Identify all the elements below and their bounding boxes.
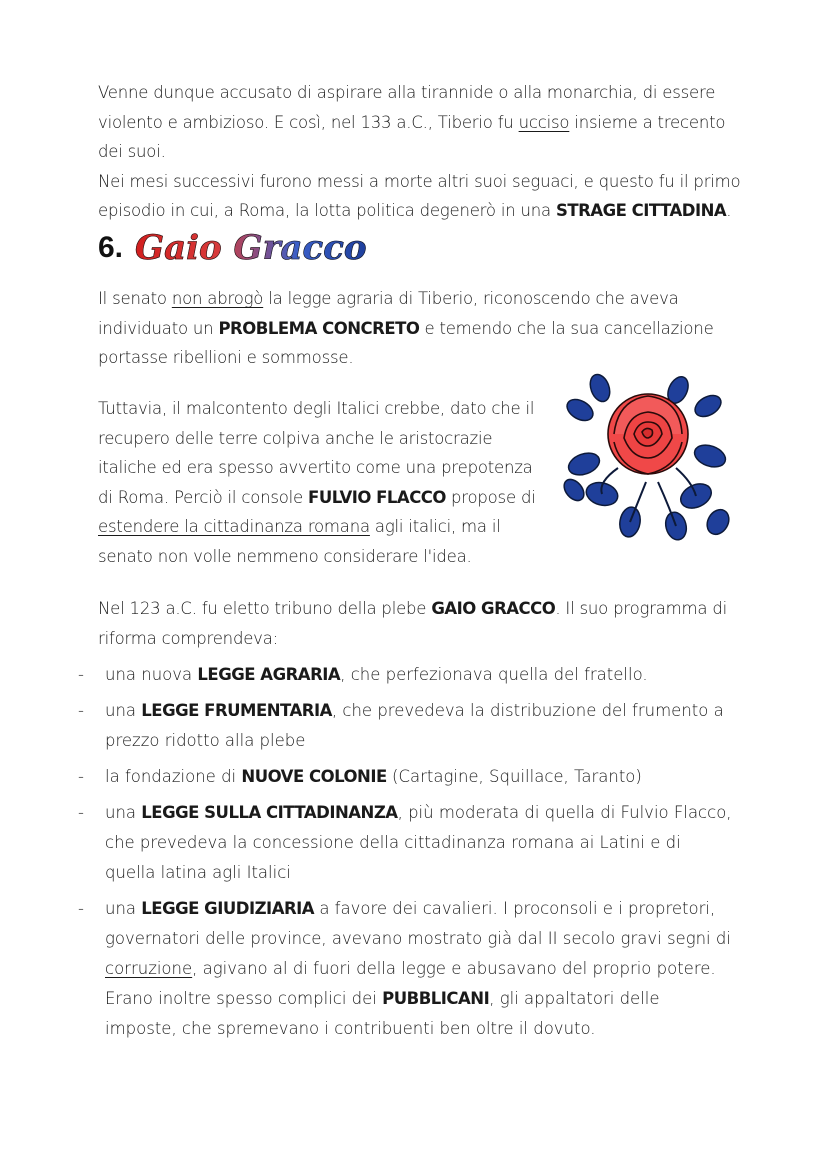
bold-legge-agraria: LEGGE AGRARIA [197,665,341,684]
bold-legge-cittadinanza: LEGGE SULLA CITTADINANZA [141,803,398,822]
underlined-ucciso: ucciso [518,112,570,132]
bold-fulvio-flacco: FULVIO FLACCO [308,487,446,507]
rose-flower-icon [608,394,688,474]
intro-paragraph: Venne dunque accusato di aspirare alla tirannide o alla monarchia, di essere violento e ambizioso. E così, nel 133 a.C., Tiberio fu ucciso insieme a trecento dei suoi. Nei mesi successivi furono messi a morte altri suoi seguaci, e questo fu il primo episodio in cui, a Roma, la lotta politica degenerò in una STRAGE CITTADINA. [98,83,741,220]
bold-legge-giudiziaria: LEGGE GIUDIZIARIA [141,899,315,918]
section-number: 6. [98,231,124,264]
section-title: Gaio Gracco [135,228,367,268]
rose-illustration-icon [558,372,736,542]
bold-gaio-gracco: GAIO GRACCO [431,599,556,618]
bullet-dash: - [78,803,84,822]
bullet-dash: - [78,701,84,720]
paragraph-gaio-gracco: Nel 123 a.C. fu eletto tribuno della plebe GAIO GRACCO. Il suo programma di riforma comprendeva: [98,599,728,648]
bold-problema-concreto: PROBLEMA CONCRETO [218,318,420,338]
underlined-estendere-cittadinanza: estendere la cittadinanza romana [98,517,370,536]
paragraph-senato: Il senato non abrogò la legge agraria di Tiberio, riconoscendo che aveva individuato un PROBLEMA CONCRETO e temendo che la sua cancellazione portasse ribellioni e sommosse. [98,289,714,367]
bold-nuove-colonie: NUOVE COLONIE [241,767,387,786]
underlined-non-abrogo: non abrogò [171,289,264,308]
paragraph-malcontento: Tuttavia, il malcontento degli Italici crebbe, dato che il recupero delle terre colpiva anche le aristocrazie italiche ed era spesso avvertito come una prepotenza di Roma. Perciò il console FULVIO FLACCO propose di estendere la cittadinanza romana agli italici, ma il senato non volle nemmeno considerare l'idea. [98,399,536,566]
bold-strage-cittadina: STRAGE CITTADINA [555,201,727,220]
section-heading [98,228,367,268]
bold-pubblicani: PUBBLICANI [382,989,490,1008]
bullet-dash: - [78,899,84,918]
bullet-dash: - [78,767,84,786]
bold-legge-frumentaria: LEGGE FRUMENTARIA [141,701,332,720]
underlined-corruzione: corruzione [105,959,193,978]
bullet-dash: - [78,665,84,684]
